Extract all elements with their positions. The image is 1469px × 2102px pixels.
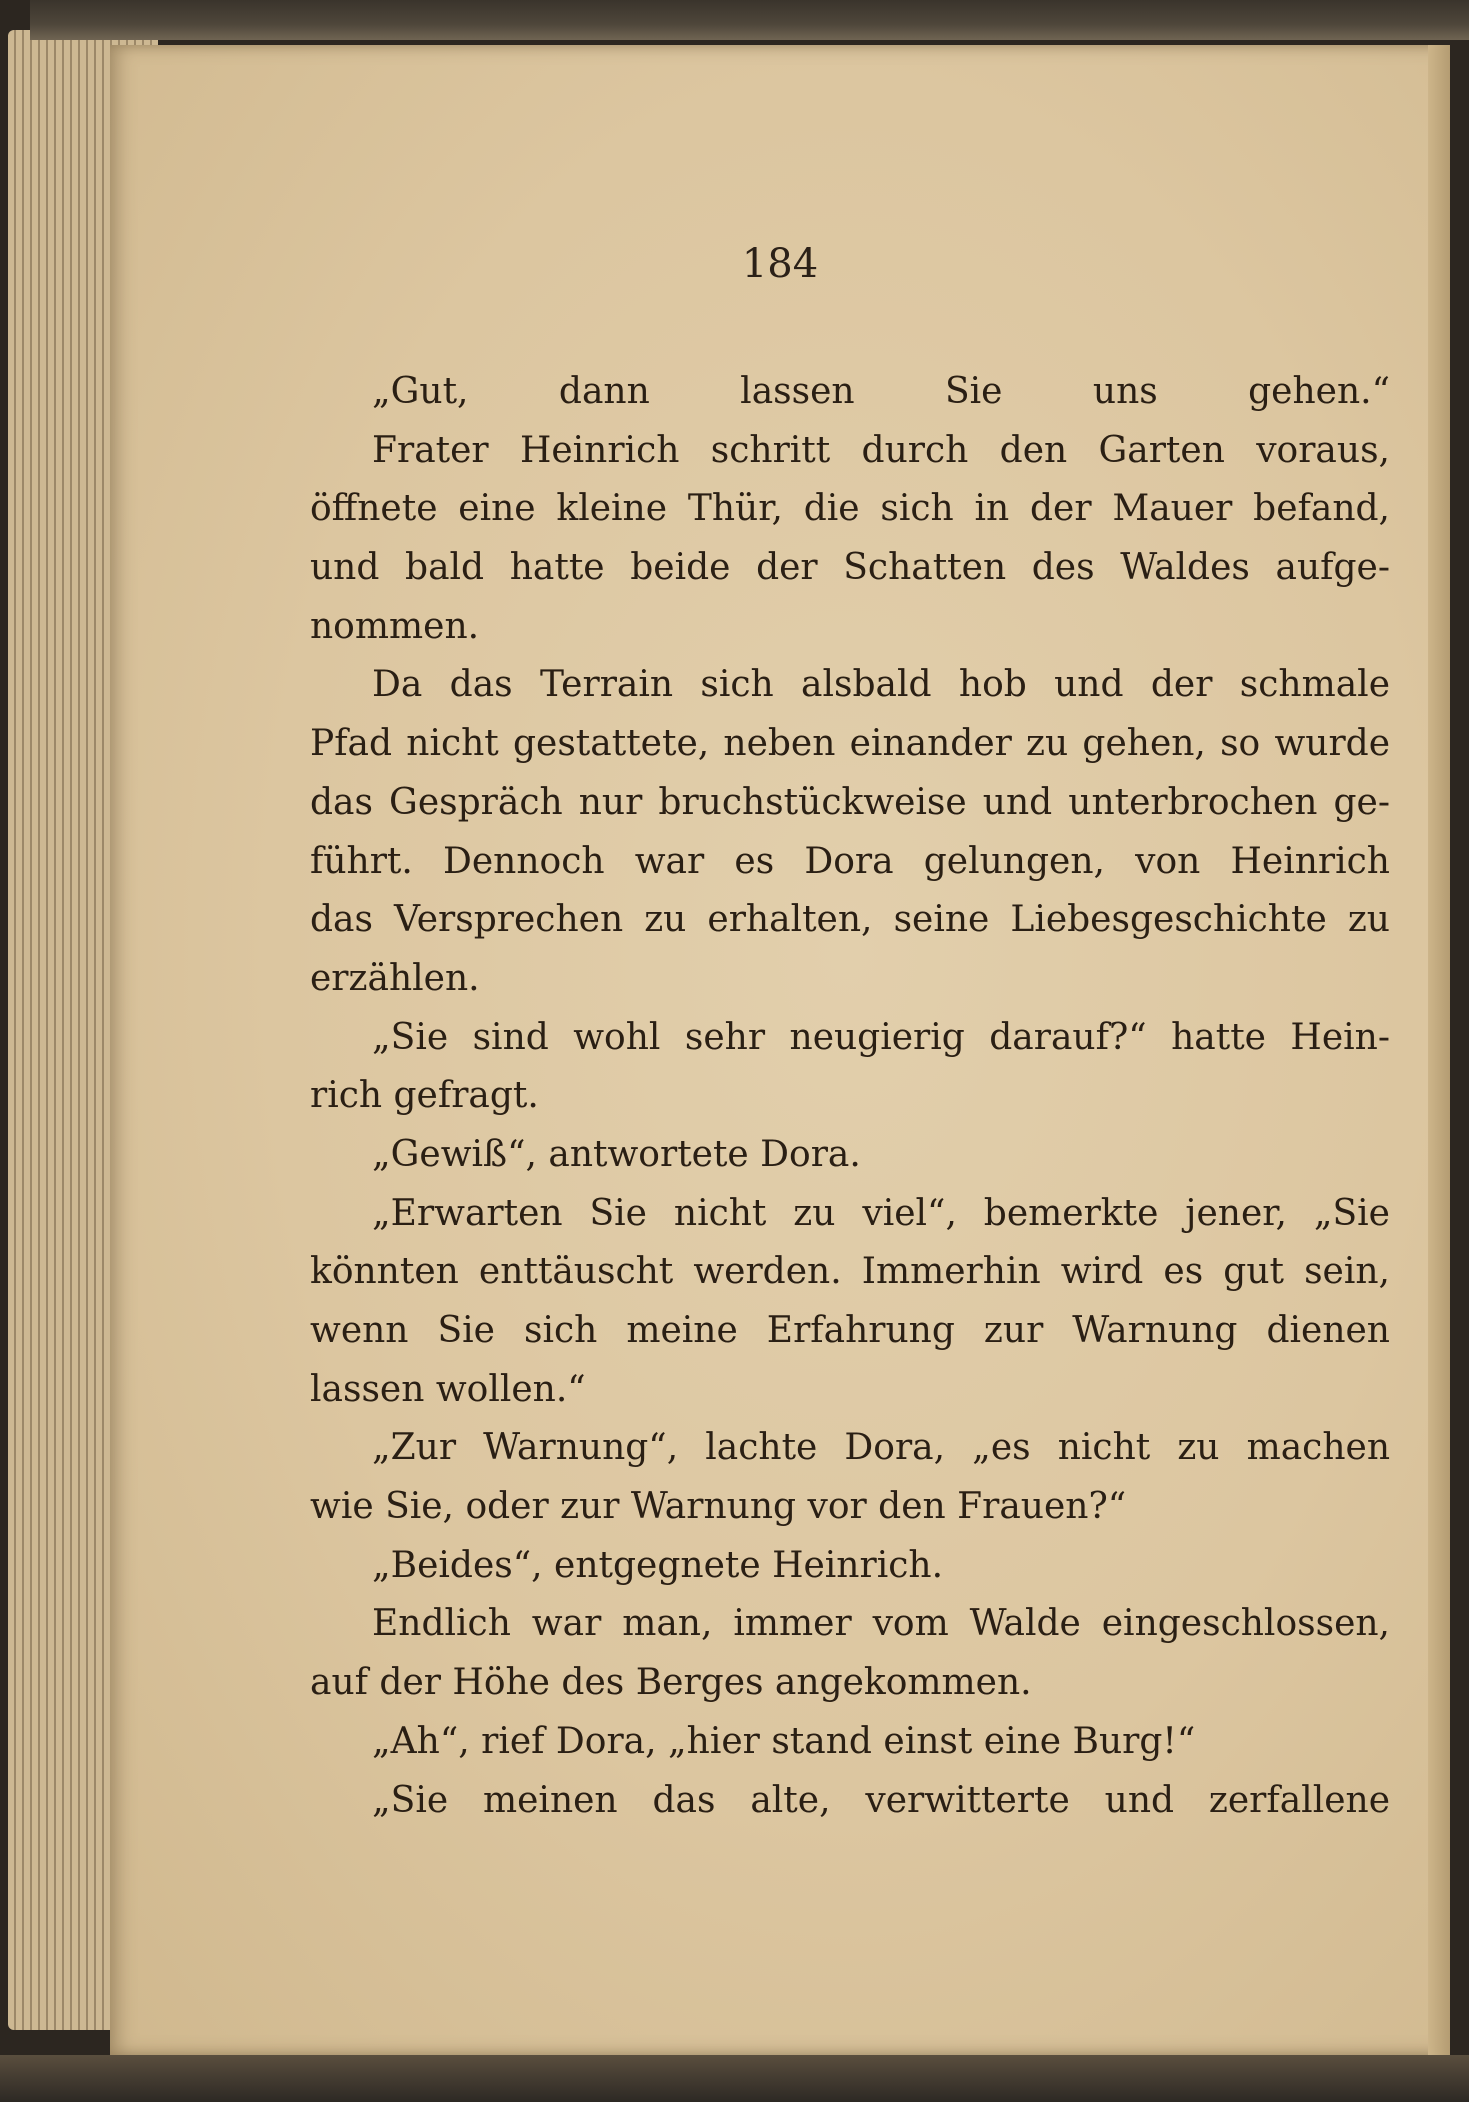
text-line: führt. Dennoch war es Dora gelungen, von Heinrich bbox=[310, 840, 1390, 882]
page-gutter bbox=[1428, 45, 1450, 2055]
text-line: „Zur Warnung“, lachte Dora, „es nicht zu machen bbox=[372, 1427, 1390, 1469]
text-line: Pfad nicht gestattete, neben einander zu gehen, so wurde bbox=[310, 723, 1390, 765]
book-cover-bottom-edge bbox=[0, 2055, 1469, 2102]
text-line: „Erwarten Sie nicht zu viel“, bemerkte jener, „Sie bbox=[372, 1192, 1390, 1234]
text-line: erzählen. bbox=[310, 957, 480, 999]
text-line: „Gut, dann lassen Sie uns gehen.“ bbox=[372, 371, 1390, 412]
text-line: das Gespräch nur bruchstückweise und unterbrochen ge- bbox=[310, 781, 1390, 823]
book-page bbox=[110, 45, 1450, 2055]
text-line: „Ah“, rief Dora, „hier stand einst eine Burg!“ bbox=[372, 1720, 1196, 1762]
text-line: „Sie sind wohl sehr neugierig darauf?“ hatte Hein- bbox=[372, 1016, 1390, 1058]
text-line: „Gewiß“, antwortete Dora. bbox=[372, 1133, 861, 1175]
text-line: auf der Höhe des Berges angekommen. bbox=[310, 1662, 1032, 1704]
body-text bbox=[310, 363, 1390, 1830]
text-line: das Versprechen zu erhalten, seine Liebesgeschichte zu bbox=[310, 899, 1390, 941]
text-line: „Beides“, entgegnete Heinrich. bbox=[372, 1544, 944, 1586]
text-line: rich gefragt. bbox=[310, 1075, 539, 1117]
text-line: Endlich war man, immer vom Walde eingeschlossen, bbox=[372, 1603, 1390, 1645]
text-line: Da das Terrain sich alsbald hob und der schmale bbox=[372, 664, 1390, 706]
text-line: lassen wollen.“ bbox=[310, 1368, 586, 1410]
text-line: wenn Sie sich meine Erfahrung zur Warnung dienen bbox=[310, 1310, 1390, 1351]
text-line: Frater Heinrich schritt durch den Garten voraus, bbox=[372, 429, 1390, 471]
book-cover-top-edge bbox=[30, 0, 1469, 40]
text-line: nommen. bbox=[310, 605, 480, 647]
text-line: wie Sie, oder zur Warnung vor den Frauen?“ bbox=[310, 1486, 1127, 1528]
text-line: und bald hatte beide der Schatten des Waldes aufge- bbox=[310, 547, 1390, 589]
page-number: 184 bbox=[741, 241, 819, 287]
text-line: öffnete eine kleine Thür, die sich in der Mauer befand, bbox=[310, 488, 1390, 530]
text-line: könnten enttäuscht werden. Immerhin wird es gut sein, bbox=[310, 1251, 1390, 1293]
text-line: „Sie meinen das alte, verwitterte und zerfallene bbox=[372, 1779, 1390, 1821]
